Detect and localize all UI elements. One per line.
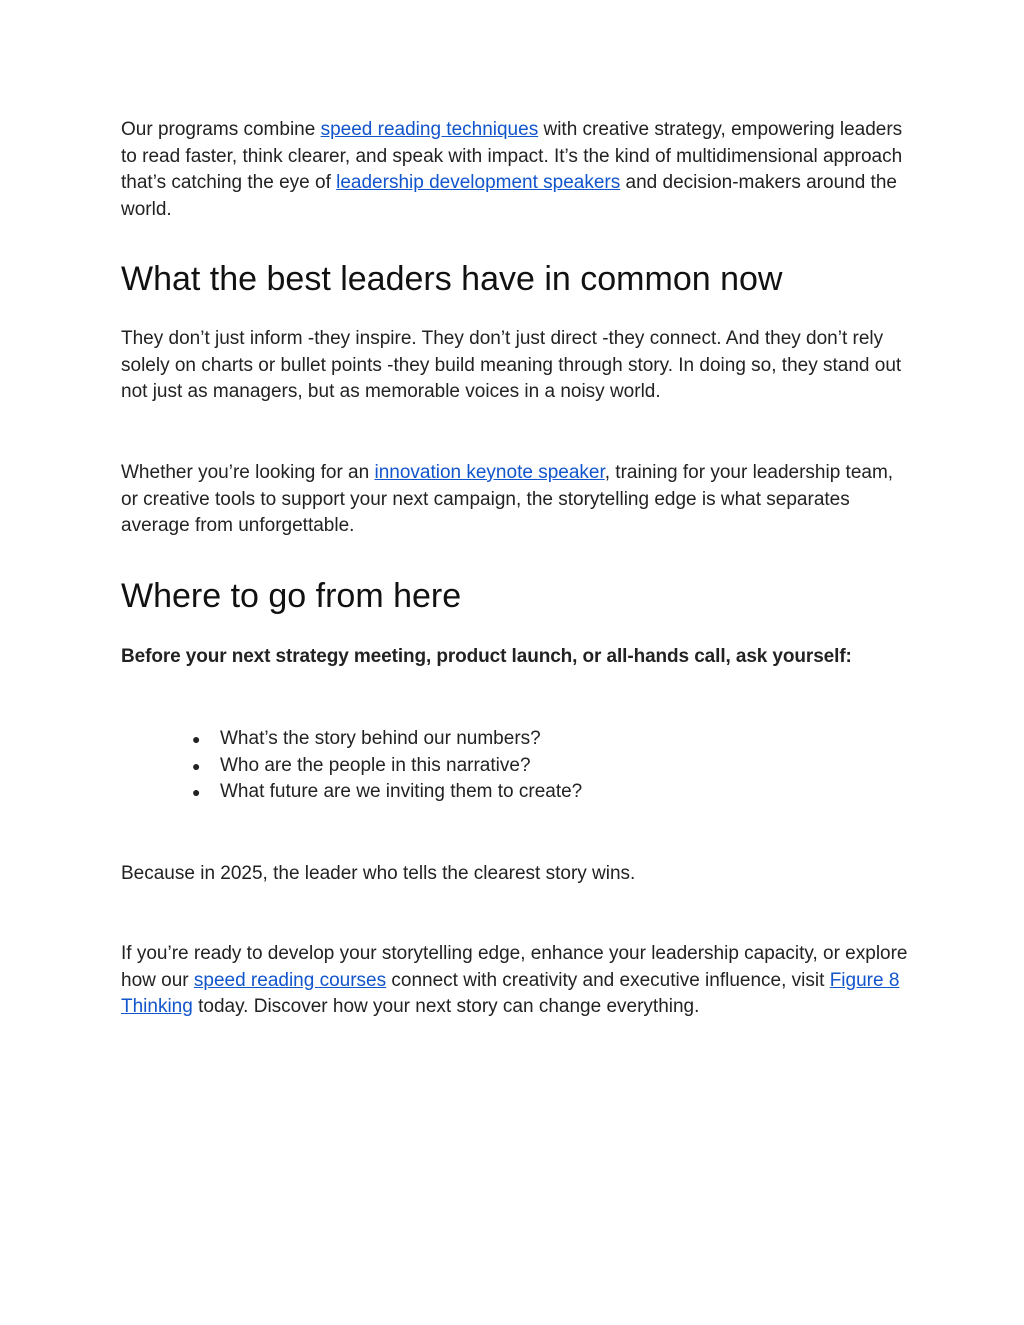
whether-paragraph [121, 460, 911, 540]
leadership-development-speakers-link[interactable]: leadership development speakers [336, 172, 621, 193]
list-item [121, 726, 582, 753]
leaders-heading: What the best leaders have in common now [121, 260, 783, 298]
speed-reading-courses-link[interactable]: speed reading courses [193, 969, 387, 991]
programs-text-2: with creative strategy, empowering leaders to read faster, think clearer, and speak with impact. It’s the kind of multidimensional approach that’s catching the eye of [121, 119, 903, 193]
cta-text-1: If you’re ready to develop your storytelling edge, enhance your leadership capacity, or explore how our [121, 943, 908, 991]
list-item [121, 753, 582, 780]
programs-paragraph [121, 117, 911, 223]
bullet-icon: ● [192, 731, 201, 747]
whether-text-2: , training for your leadership team, or creative tools to support your next campaign, the storytelling edge is what separates average from unforgettable. [121, 462, 894, 536]
conclusion-paragraph: Because in 2025, the leader who tells the clearest story wins. [121, 863, 636, 884]
list-item [121, 779, 582, 806]
figure-8-thinking-link[interactable]: Figure 8 Thinking [121, 969, 900, 1017]
lead-question: Before your next strategy meeting, product launch, or all-hands call, ask yourself: [121, 646, 852, 667]
cta-paragraph [121, 941, 911, 1021]
programs-text-1: Our programs combine [121, 119, 321, 140]
cta-text-3: today. Discover how your next story can change everything. [192, 996, 700, 1017]
question-text: What future are we inviting them to create? [220, 781, 583, 802]
question-text: Who are the people in this narrative? [220, 754, 531, 776]
cta-text-2: connect with creativity and executive influence, visit [386, 969, 830, 991]
questions-list [121, 726, 582, 806]
question-text: What’s the story behind our numbers? [220, 728, 541, 749]
leaders-paragraph: They don’t just inform -they inspire. They don’t just direct -they connect. And they don’t rely solely on charts or bullet points -they build meaning through story. In doing so, they stand out not just as managers, but as memorable voices in a noisy world. [121, 328, 902, 402]
programs-text-3: and decision-makers around the world. [121, 172, 897, 220]
bullet-icon: ● [192, 784, 201, 800]
speed-reading-techniques-link[interactable]: speed reading techniques [320, 119, 539, 140]
innovation-keynote-speaker-link[interactable]: innovation keynote speaker [374, 462, 605, 483]
whether-text-1: Whether you’re looking for an [121, 462, 375, 483]
where-heading: Where to go from here [121, 577, 462, 615]
bullet-icon: ● [192, 757, 201, 774]
